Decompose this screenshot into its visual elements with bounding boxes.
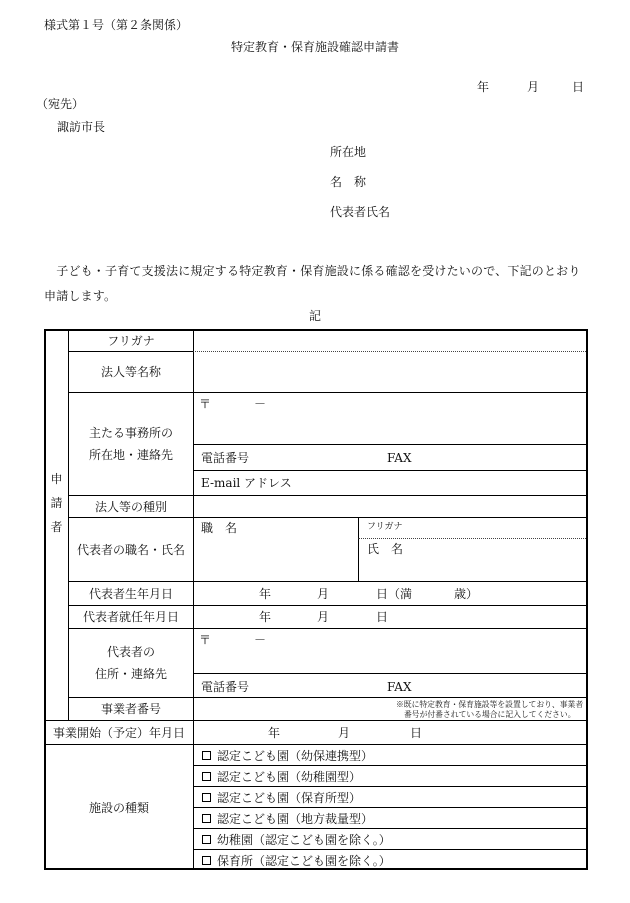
addressee: 諏訪市長 [57,120,106,134]
postal-code-dash: － [254,397,267,411]
facility-option-row[interactable] [193,828,588,849]
facility-type-label-cell [44,744,193,870]
facility-option-label: 保育所（認定こども園を除く。） [217,854,391,868]
body-text-line-1: 子ども・子育て支援法に規定する特定教育・保育施設に係る確認を受けたいので、下記のとおり [44,264,581,278]
postal-mark-icon: 〒 [199,397,212,411]
operator-number-note-line-1: ※既に特定教育・保育施設等を設置しており、事業者 [396,700,584,709]
business-start-field[interactable] [193,720,588,744]
facility-option-row[interactable] [193,849,588,870]
main-office-label-line-1: 主たる事務所の [88,426,173,440]
representative-address-label-line-1: 代表者の [106,645,155,659]
birth-day-age-label: 日（満 [376,587,413,601]
facility-option-label: 認定こども園（幼稚園型） [217,770,362,784]
operator-number-label: 事業者番号 [100,702,161,716]
main-office-label-line-2: 所在地・連絡先 [88,448,173,462]
representative-postal-code-dash: － [254,633,267,647]
date-year-label: 年 [477,80,490,94]
representative-birth-label: 代表者生年月日 [88,586,173,601]
representative-birth-field[interactable] [193,581,588,605]
phone-label: 電話番号 [201,451,250,465]
representative-appointed-field[interactable] [193,605,588,628]
facility-option-row[interactable] [193,807,588,828]
appointed-month-label: 月 [317,610,330,624]
representative-furigana-label: フリガナ [367,522,403,532]
representative-fax-label: FAX [387,680,412,694]
start-day-label: 日 [410,726,423,740]
representative-title-label: 職 名 [201,521,238,535]
applicant-address-label: 所在地 [330,145,367,159]
business-start-label: 事業開始（予定）年月日 [52,725,185,740]
facility-option-checkbox[interactable] [202,793,211,802]
form-number: 様式第１号（第２条関係） [44,18,189,32]
representative-postal-mark-icon: 〒 [199,633,212,647]
representative-address-field[interactable] [193,628,588,673]
main-office-label-cell [68,392,193,495]
date-day-label: 日 [572,80,585,94]
representative-name-label: 氏 名 [367,542,404,556]
representative-label-cell [68,517,193,581]
representative-appointed-label-cell [68,605,193,628]
facility-option-checkbox[interactable] [202,751,211,760]
note-heading: 記 [308,309,321,323]
appointed-year-label: 年 [259,610,272,624]
operator-number-note-line-2: 番号が付番されている場合に記入してください。 [404,710,576,719]
representative-address-label-line-2: 住所・連絡先 [94,667,167,681]
birth-year-label: 年 [259,587,272,601]
corporation-name-label: 法人等名称 [100,365,161,379]
corporation-type-label: 法人等の種別 [94,499,167,514]
date-month-label: 月 [527,80,540,94]
facility-option-label: 認定こども園（保育所型） [217,791,362,805]
body-text-line-2: 申請します。 [44,289,117,303]
representative-phone-label: 電話番号 [201,680,250,694]
facility-option-checkbox[interactable] [202,772,211,781]
applicant-representative-label: 代表者氏名 [330,205,391,219]
furigana-field[interactable] [193,329,588,351]
main-office-email-field[interactable] [193,470,588,495]
main-office-address-field[interactable] [193,392,588,444]
corporation-type-field[interactable] [193,495,588,517]
addressee-label: （宛先） [36,97,85,111]
business-start-label-cell [44,720,193,744]
email-label: E-mail アドレス [201,476,292,490]
fax-label: FAX [387,451,412,465]
facility-option-label: 認定こども園（地方裁量型） [217,812,374,826]
representative-address-label-cell [68,628,193,697]
representative-name-field[interactable] [358,538,588,581]
appointed-day-label: 日 [376,610,389,624]
applicant-name-label: 名 称 [330,175,367,189]
facility-option-checkbox[interactable] [202,856,211,865]
form-title: 特定教育・保育施設確認申請書 [230,40,399,54]
facility-option-checkbox[interactable] [202,814,211,823]
facility-option-label: 認定こども園（幼保連携型） [217,749,374,763]
furigana-label: フリガナ [107,333,155,348]
facility-option-checkbox[interactable] [202,835,211,844]
applicant-section-cell [44,329,68,720]
birth-age-end-label: 歳） [454,587,479,601]
representative-birth-label-cell [68,581,193,605]
representative-furigana-field[interactable] [358,517,588,538]
furigana-label-cell [68,329,193,351]
facility-option-row[interactable] [193,765,588,786]
start-month-label: 月 [338,726,351,740]
facility-type-label: 施設の種類 [88,800,149,815]
representative-title-field[interactable] [193,517,358,581]
application-table [44,329,588,870]
applicant-section-label: 申請者 [50,472,63,534]
start-year-label: 年 [268,726,281,740]
operator-number-field[interactable] [193,697,588,720]
birth-month-label: 月 [317,587,330,601]
facility-option-row[interactable] [193,786,588,807]
facility-option-row[interactable] [193,744,588,765]
corporation-type-label-cell [68,495,193,517]
facility-option-label: 幼稚園（認定こども園を除く。） [217,833,391,847]
main-office-phone-field[interactable] [193,444,588,470]
representative-phone-field[interactable] [193,673,588,697]
corporation-name-label-cell [68,351,193,392]
representative-appointed-label: 代表者就任年月日 [82,610,179,624]
representative-label: 代表者の職名・氏名 [76,542,185,557]
operator-number-label-cell [68,697,193,720]
corporation-name-field[interactable] [193,351,588,392]
